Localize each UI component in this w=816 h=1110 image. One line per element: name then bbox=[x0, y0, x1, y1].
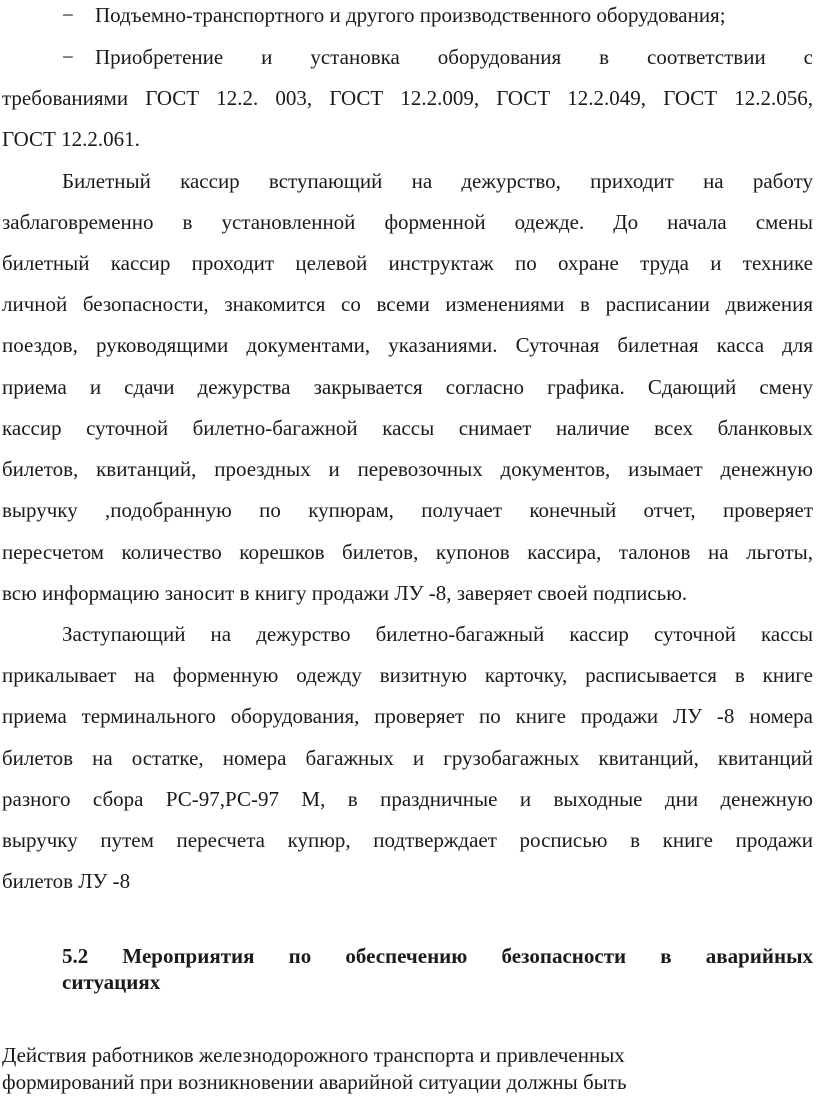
paragraph-line: билетов ЛУ -8 bbox=[2, 869, 131, 893]
paragraph-line: разного сбора РС-97,РС-97 М, в праздничные и выходные дни денежную bbox=[2, 787, 813, 811]
bullet-item-text: требованиями ГОСТ 12.2. 003, ГОСТ 12.2.009, ГОСТ 12.2.049, ГОСТ 12.2.056, bbox=[2, 86, 813, 110]
paragraph-line: выручку ,подобранную по купюрам, получает конечный отчет, проверяет bbox=[2, 498, 813, 522]
paragraph-line: Действия работников железнодорожного транспорта и привлеченных bbox=[2, 1043, 625, 1067]
paragraph-line: билетный кассир проходит целевой инструктаж по охране труда и технике bbox=[2, 251, 813, 275]
paragraph-line: формирований при возникновении аварийной ситуации должны быть bbox=[2, 1070, 627, 1094]
bullet-item-text: Приобретение и установка оборудования в соответствии с bbox=[95, 45, 813, 69]
paragraph-line: выручку путем пересчета купюр, подтверждает росписью в книге продажи bbox=[2, 828, 813, 852]
paragraph-line: пересчетом количество корешков билетов, купонов кассира, талонов на льготы, bbox=[2, 540, 813, 564]
paragraph-line: поездов, руководящими документами, указаниями. Суточная билетная касса для bbox=[2, 333, 813, 357]
paragraph-line: всю информацию заносит в книгу продажи ЛУ -8, заверяет своей подписью. bbox=[2, 581, 688, 605]
paragraph-line: прикалывает на форменную одежду визитную карточку, расписывается в книге bbox=[2, 663, 813, 687]
bullet-item-text: ГОСТ 12.2.061. bbox=[2, 127, 140, 151]
paragraph-line: приема и сдачи дежурства закрывается согласно графика. Сдающий смену bbox=[2, 375, 813, 399]
paragraph-line: заблаговременно в установленной форменной одежде. До начала смены bbox=[2, 210, 813, 234]
paragraph-line: кассир суточной билетно-багажной кассы снимает наличие всех бланковых bbox=[2, 416, 813, 440]
bullet-item-text: Подъемно-транспортного и другого производственного оборудования; bbox=[95, 3, 726, 27]
paragraph-line: Билетный кассир вступающий на дежурство, приходит на работу bbox=[62, 169, 813, 193]
section-heading: 5.2 Мероприятия по обеспечению безопасности в аварийных bbox=[62, 944, 813, 968]
section-heading: ситуациях bbox=[62, 970, 161, 994]
paragraph-line: приема терминального оборудования, проверяет по книге продажи ЛУ -8 номера bbox=[2, 704, 813, 728]
paragraph-line: билетов, квитанций, проездных и перевозочных документов, изымает денежную bbox=[2, 457, 813, 481]
paragraph-line: Заступающий на дежурство билетно-багажный кассир суточной кассы bbox=[62, 622, 813, 646]
bullet-marker: − bbox=[62, 3, 74, 27]
bullet-marker: − bbox=[62, 45, 74, 69]
paragraph-line: личной безопасности, знакомится со всеми изменениями в расписании движения bbox=[2, 292, 813, 316]
paragraph-line: билетов на остатке, номера багажных и грузобагажных квитанций, квитанций bbox=[2, 746, 813, 770]
